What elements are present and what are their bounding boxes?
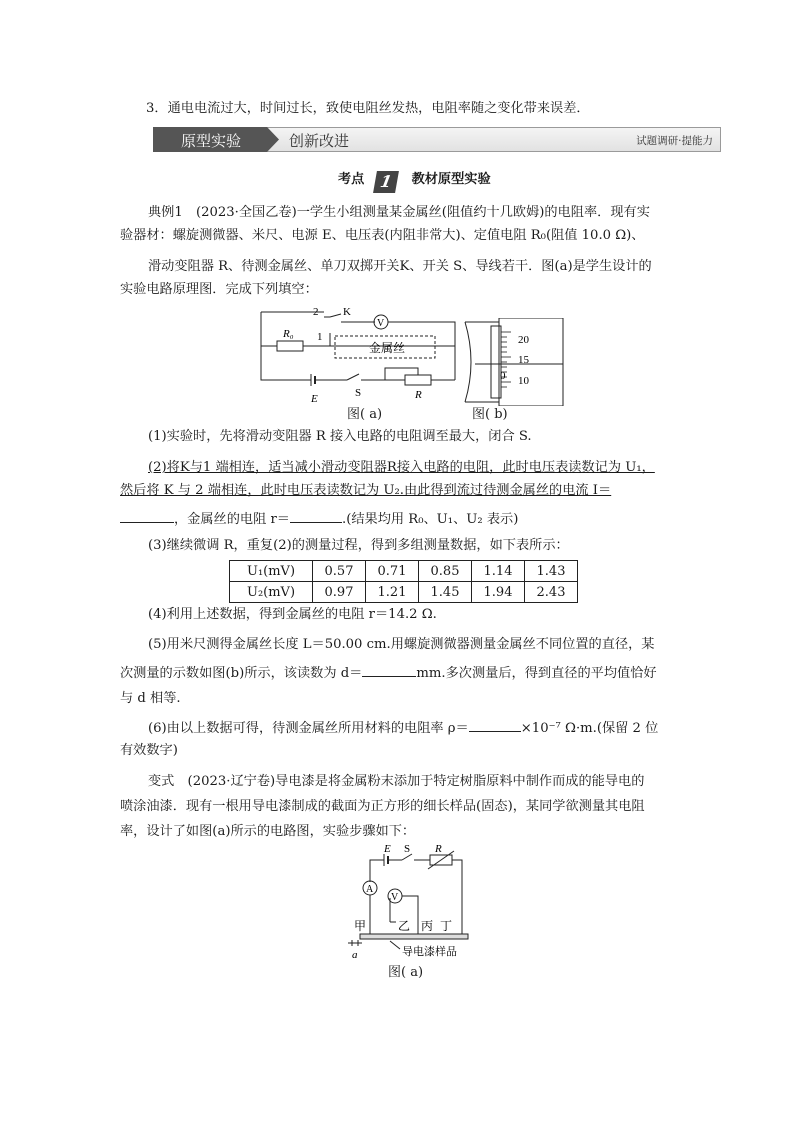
- question-6-line-1: [148, 717, 658, 739]
- question-2-line-3: [120, 508, 518, 530]
- question-5-line-2: [120, 662, 657, 684]
- question-2-line-2: [120, 481, 611, 501]
- table-cell: 1.45: [419, 582, 472, 603]
- question-5-pre: 次测量的示数如图(b)所示，该读数为 d＝: [120, 666, 363, 681]
- label-jia: 甲: [354, 919, 367, 933]
- question-5-line-3: 与 d 相等.: [120, 691, 181, 706]
- data-table: [229, 560, 578, 603]
- k2-label: 2: [313, 306, 319, 318]
- table-cell: 0.71: [366, 561, 419, 582]
- label-bing: 丙: [421, 919, 434, 933]
- caption-fig-b: 图( b): [472, 407, 508, 422]
- banner-chevron-icon: [261, 127, 283, 152]
- table-cell: 1.21: [366, 582, 419, 603]
- tick-20: 20: [518, 334, 529, 346]
- table-cell: 2.43: [525, 582, 578, 603]
- ammeter-label: A: [366, 884, 374, 895]
- table-cell: 1.43: [525, 561, 578, 582]
- label-ding: 丁: [440, 919, 453, 933]
- example-line-3: 滑动变阻器 R、待测金属丝、单刀双掷开关K、开关 S、导线若干．图(a)是学生设计的: [148, 259, 652, 274]
- variant-circuit-diagram: [340, 842, 480, 962]
- question-6-post: ×10⁻⁷ Ω·m.(保留 2 位: [520, 721, 659, 736]
- table-cell: 0.57: [313, 561, 366, 582]
- circuit-diagram-a: [255, 300, 465, 410]
- variant-voltmeter-label: V: [391, 892, 399, 903]
- s-label: S: [355, 387, 362, 399]
- voltmeter-label: V: [377, 318, 385, 329]
- question-2-line-2-text: 然后将 K 与 2 端相连，此时电压表读数记为 U₂.由此得到流过待测金属丝的电流 I＝: [120, 483, 612, 498]
- example-line-2: 验器材：螺旋测微器、米尺、电源 E、电压表(内阻非常大)、定值电阻 R₀(阻值 10.0 Ω)、: [120, 228, 645, 243]
- question-3: (3)继续微调 R，重复(2)的测量过程，得到多组测量数据，如下表所示：: [148, 538, 569, 553]
- k1-label: 1: [317, 331, 323, 343]
- sample-label: 导电漆样品: [402, 946, 457, 958]
- question-6-pre: (6)由以上数据可得，待测金属丝所用材料的电阻率 ρ＝: [148, 721, 469, 736]
- variant-s-label: S: [404, 843, 411, 855]
- variant-caption-fig-a: 图( a): [388, 965, 424, 980]
- table-row: [230, 582, 578, 603]
- section-banner: [153, 127, 721, 152]
- variant-line-3: 率，设计了如图(a)所示的电路图，实验步骤如下：: [120, 824, 416, 839]
- micrometer-diagram-b: [463, 318, 565, 406]
- tick-10: 10: [518, 375, 529, 387]
- label-yi: 乙: [398, 919, 411, 933]
- example-line-1: 典例1 (2023·全国乙卷)一学生小组测量某金属丝(阻值约十几欧姆)的电阻率．现有实: [148, 205, 650, 220]
- table-row: [230, 561, 578, 582]
- section-pre: 考点: [338, 172, 365, 187]
- variant-line-1: 变式 (2023·辽宁卷)导电漆是将金属粉末添加于特定树脂原料中制作而成的能导电的: [148, 774, 645, 789]
- a-length-label: a: [352, 949, 358, 961]
- question-4: (4)利用上述数据，得到金属丝的电阻 r＝14.2 Ω.: [148, 607, 437, 622]
- table-row-label: U₂(mV): [230, 582, 313, 603]
- question-5-post: mm.多次测量后，得到直径的平均值恰好: [416, 666, 657, 681]
- intro-line: 3．通电电流过大，时间过长，致使电阻丝发热，电阻率随之变化带来误差．: [146, 101, 590, 116]
- table-cell: 1.14: [472, 561, 525, 582]
- question-6-line-2: 有效数字): [120, 743, 178, 758]
- r0-label: R₀: [283, 328, 294, 340]
- section-number-badge: 1: [373, 171, 399, 193]
- question-2-line-1: (2)将K与1 端相连，适当减小滑动变阻器R接入电路的电阻，此时电压表读数记为 U₁，: [148, 460, 655, 475]
- wire-label: 金属丝: [369, 341, 406, 355]
- table-cell: 1.94: [472, 582, 525, 603]
- question-5-line-1: (5)用米尺测得金属丝长度 L＝50.00 cm.用螺旋测微器测量金属丝不同位置的直径，某: [148, 637, 655, 652]
- tick-15: 15: [518, 354, 529, 366]
- answer-blank-resistance[interactable]: [290, 508, 342, 523]
- question-2-mid: ，金属丝的电阻 r＝: [174, 512, 290, 527]
- section-post: 教材原型实验: [411, 172, 491, 187]
- question-2-end: .(结果均用 R₀、U₁、U₂ 表示): [342, 512, 519, 527]
- table-cell: 0.85: [419, 561, 472, 582]
- answer-blank-current[interactable]: [120, 508, 174, 523]
- banner-tag: 试题调研·提能力: [636, 135, 713, 147]
- answer-blank-resistivity[interactable]: [469, 717, 521, 732]
- example-line-4: 实验电路原理图．完成下列填空：: [120, 282, 318, 297]
- variant-e-label: E: [384, 843, 391, 855]
- k-label: K: [343, 306, 351, 318]
- banner-right-title: 创新改进: [289, 132, 350, 150]
- table-cell: 0.97: [313, 582, 366, 603]
- variant-line-2: 喷涂油漆．现有一根用导电漆制成的截面为正方形的细长样品(固态)，某同学欲测量其电阻: [120, 799, 645, 814]
- question-1: (1)实验时，先将滑动变阻器 R 接入电路的电阻调至最大，闭合 S.: [148, 429, 532, 444]
- r-label: R: [415, 389, 422, 401]
- e-label: E: [311, 393, 318, 405]
- tick-zero: 0: [500, 370, 506, 382]
- section-title: [338, 170, 491, 193]
- caption-fig-a: 图( a): [347, 407, 383, 422]
- banner-left-title: 原型实验: [181, 132, 242, 150]
- variant-r-label: R: [435, 843, 442, 855]
- answer-blank-diameter[interactable]: [362, 662, 416, 677]
- table-row-label: U₁(mV): [230, 561, 313, 582]
